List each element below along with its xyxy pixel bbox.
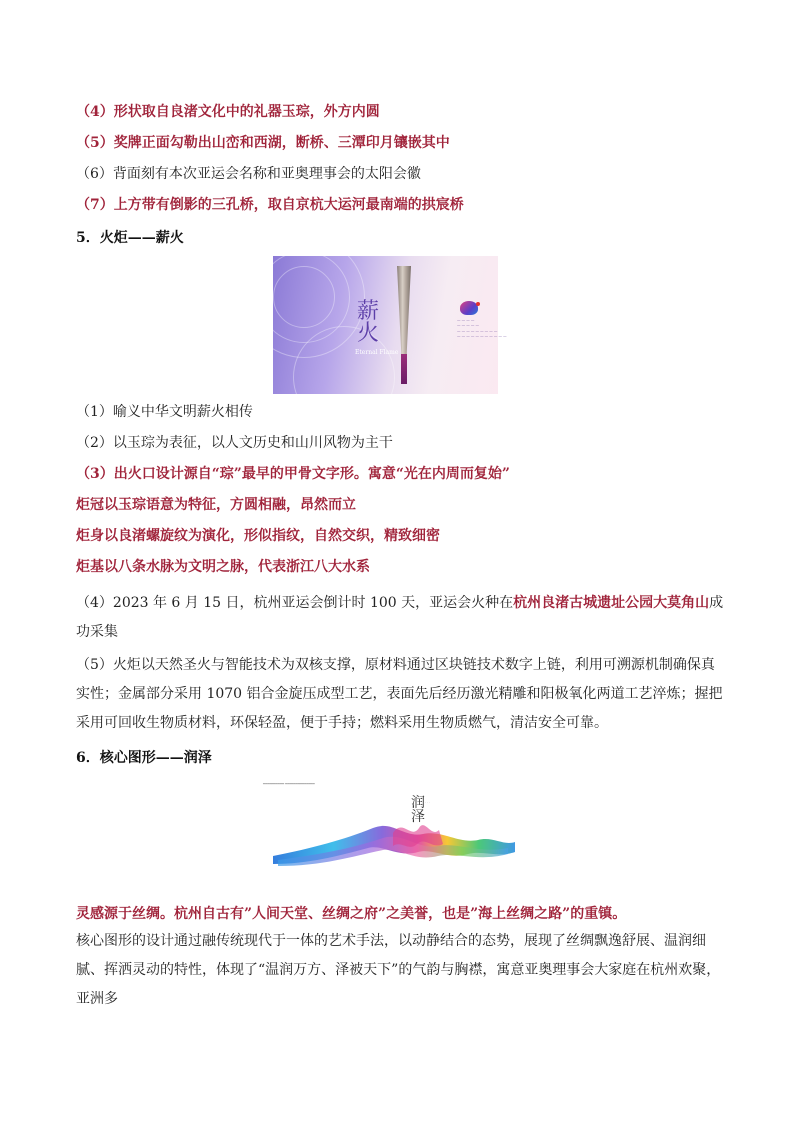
torch-base-desc: 炬基以八条水脉为文明之脉，代表浙江八大水系 bbox=[76, 559, 370, 575]
torch-item-4 bbox=[76, 589, 724, 647]
section-6-paragraph: 核心图形的设计通过融传统现代于一体的艺术手法，以动静结合的态势，展现了丝绸飘逸舒展、温润细腻、挥洒灵动的特性，体现了“温润万方、泽被天下”的气韵与胸襟，寓意亚奥理事会大家庭在杭州欢聚，亚洲多 bbox=[76, 933, 721, 1007]
section-6-heading: 6．核心图形——润泽 bbox=[76, 750, 212, 766]
torch-base bbox=[401, 354, 407, 384]
logo-text-line-1: — — — — bbox=[457, 318, 475, 322]
core-graphic-subtitle: · · · bbox=[425, 800, 430, 804]
logo-text-line-3: — — — — — — — — — bbox=[457, 329, 498, 333]
list-item-5: （5）奖牌正面勾勒出山峦和西湖，断桥、三潭印月镶嵌其中 bbox=[76, 135, 450, 151]
torch-item-4-text: （4）2023 年 6 月 15 日，杭州亚运会倒计时 100 天，亚运会火种在 bbox=[76, 595, 514, 611]
torch-body-desc: 炬身以良渚螺旋纹为演化，形似指纹，自然交织，精致细密 bbox=[76, 528, 440, 544]
logo-text-line-2: — — — — — bbox=[457, 323, 479, 327]
list-item-7: （7）上方带有倒影的三孔桥，取自京杭大运河最南端的拱宸桥 bbox=[76, 197, 464, 213]
torch-item-3: （3）出火口设计源自“琮”最早的甲骨文字形。寓意“光在内周而复始” bbox=[76, 466, 510, 482]
section-6-lead: 灵感源于丝绸。杭州自古有”人间天堂、丝绸之府”之美誉，也是”海上丝绸之路”的重镇。 bbox=[76, 906, 627, 922]
list-item-4: （4）形状取自良渚文化中的礼器玉琮，外方内圆 bbox=[76, 104, 380, 120]
logo-sun-dot bbox=[476, 302, 480, 306]
torch-item-4-tail: 成功采集 bbox=[76, 595, 724, 640]
torch-crown: 炬冠以玉琮语意为特征，方圆相融，昂然而立 bbox=[76, 497, 356, 513]
torch-item-4-highlight: 杭州良渚古城遗址公园大莫角山 bbox=[513, 595, 710, 611]
logo-text-line-4: — — — — — — — — — — — bbox=[457, 334, 507, 338]
torch-image bbox=[273, 256, 507, 394]
core-graphic-image bbox=[253, 778, 528, 875]
torch-item-5: （5）火炬以天然圣火与智能技术为双核支撑，原材料通过区块链技术数字上链，利用可溯源机制确保真实性；金属部分采用 1070 铝合金旋压成型工艺，表面先后经历激光精雕和阳极氧化两道工艺淬炼；握把采用可回收生物质材料，环保轻盈，便于手持；燃料采用生物质燃气，清洁安全可靠。 bbox=[76, 657, 723, 731]
torch-item-2: （2）以玉琮为表征，以人文历史和山川风物为主干 bbox=[76, 435, 393, 451]
silk-wave-graphic bbox=[253, 778, 528, 875]
core-graphic-title: 润泽 bbox=[411, 795, 425, 825]
torch-english-title: Eternal Flame bbox=[355, 349, 399, 356]
torch-chinese-title: 薪火 bbox=[357, 299, 380, 346]
list-item-6: （6）背面刻有本次亚运会名称和亚奥理事会的太阳会徽 bbox=[76, 166, 421, 182]
core-graphic-caption: ━━━━━━━━━━ ━━━━━━━━━━━━━━ bbox=[263, 782, 315, 786]
torch-item-1: （1）喻义中华文明薪火相传 bbox=[76, 404, 253, 420]
section-5-heading: 5．火炬——薪火 bbox=[76, 230, 184, 246]
